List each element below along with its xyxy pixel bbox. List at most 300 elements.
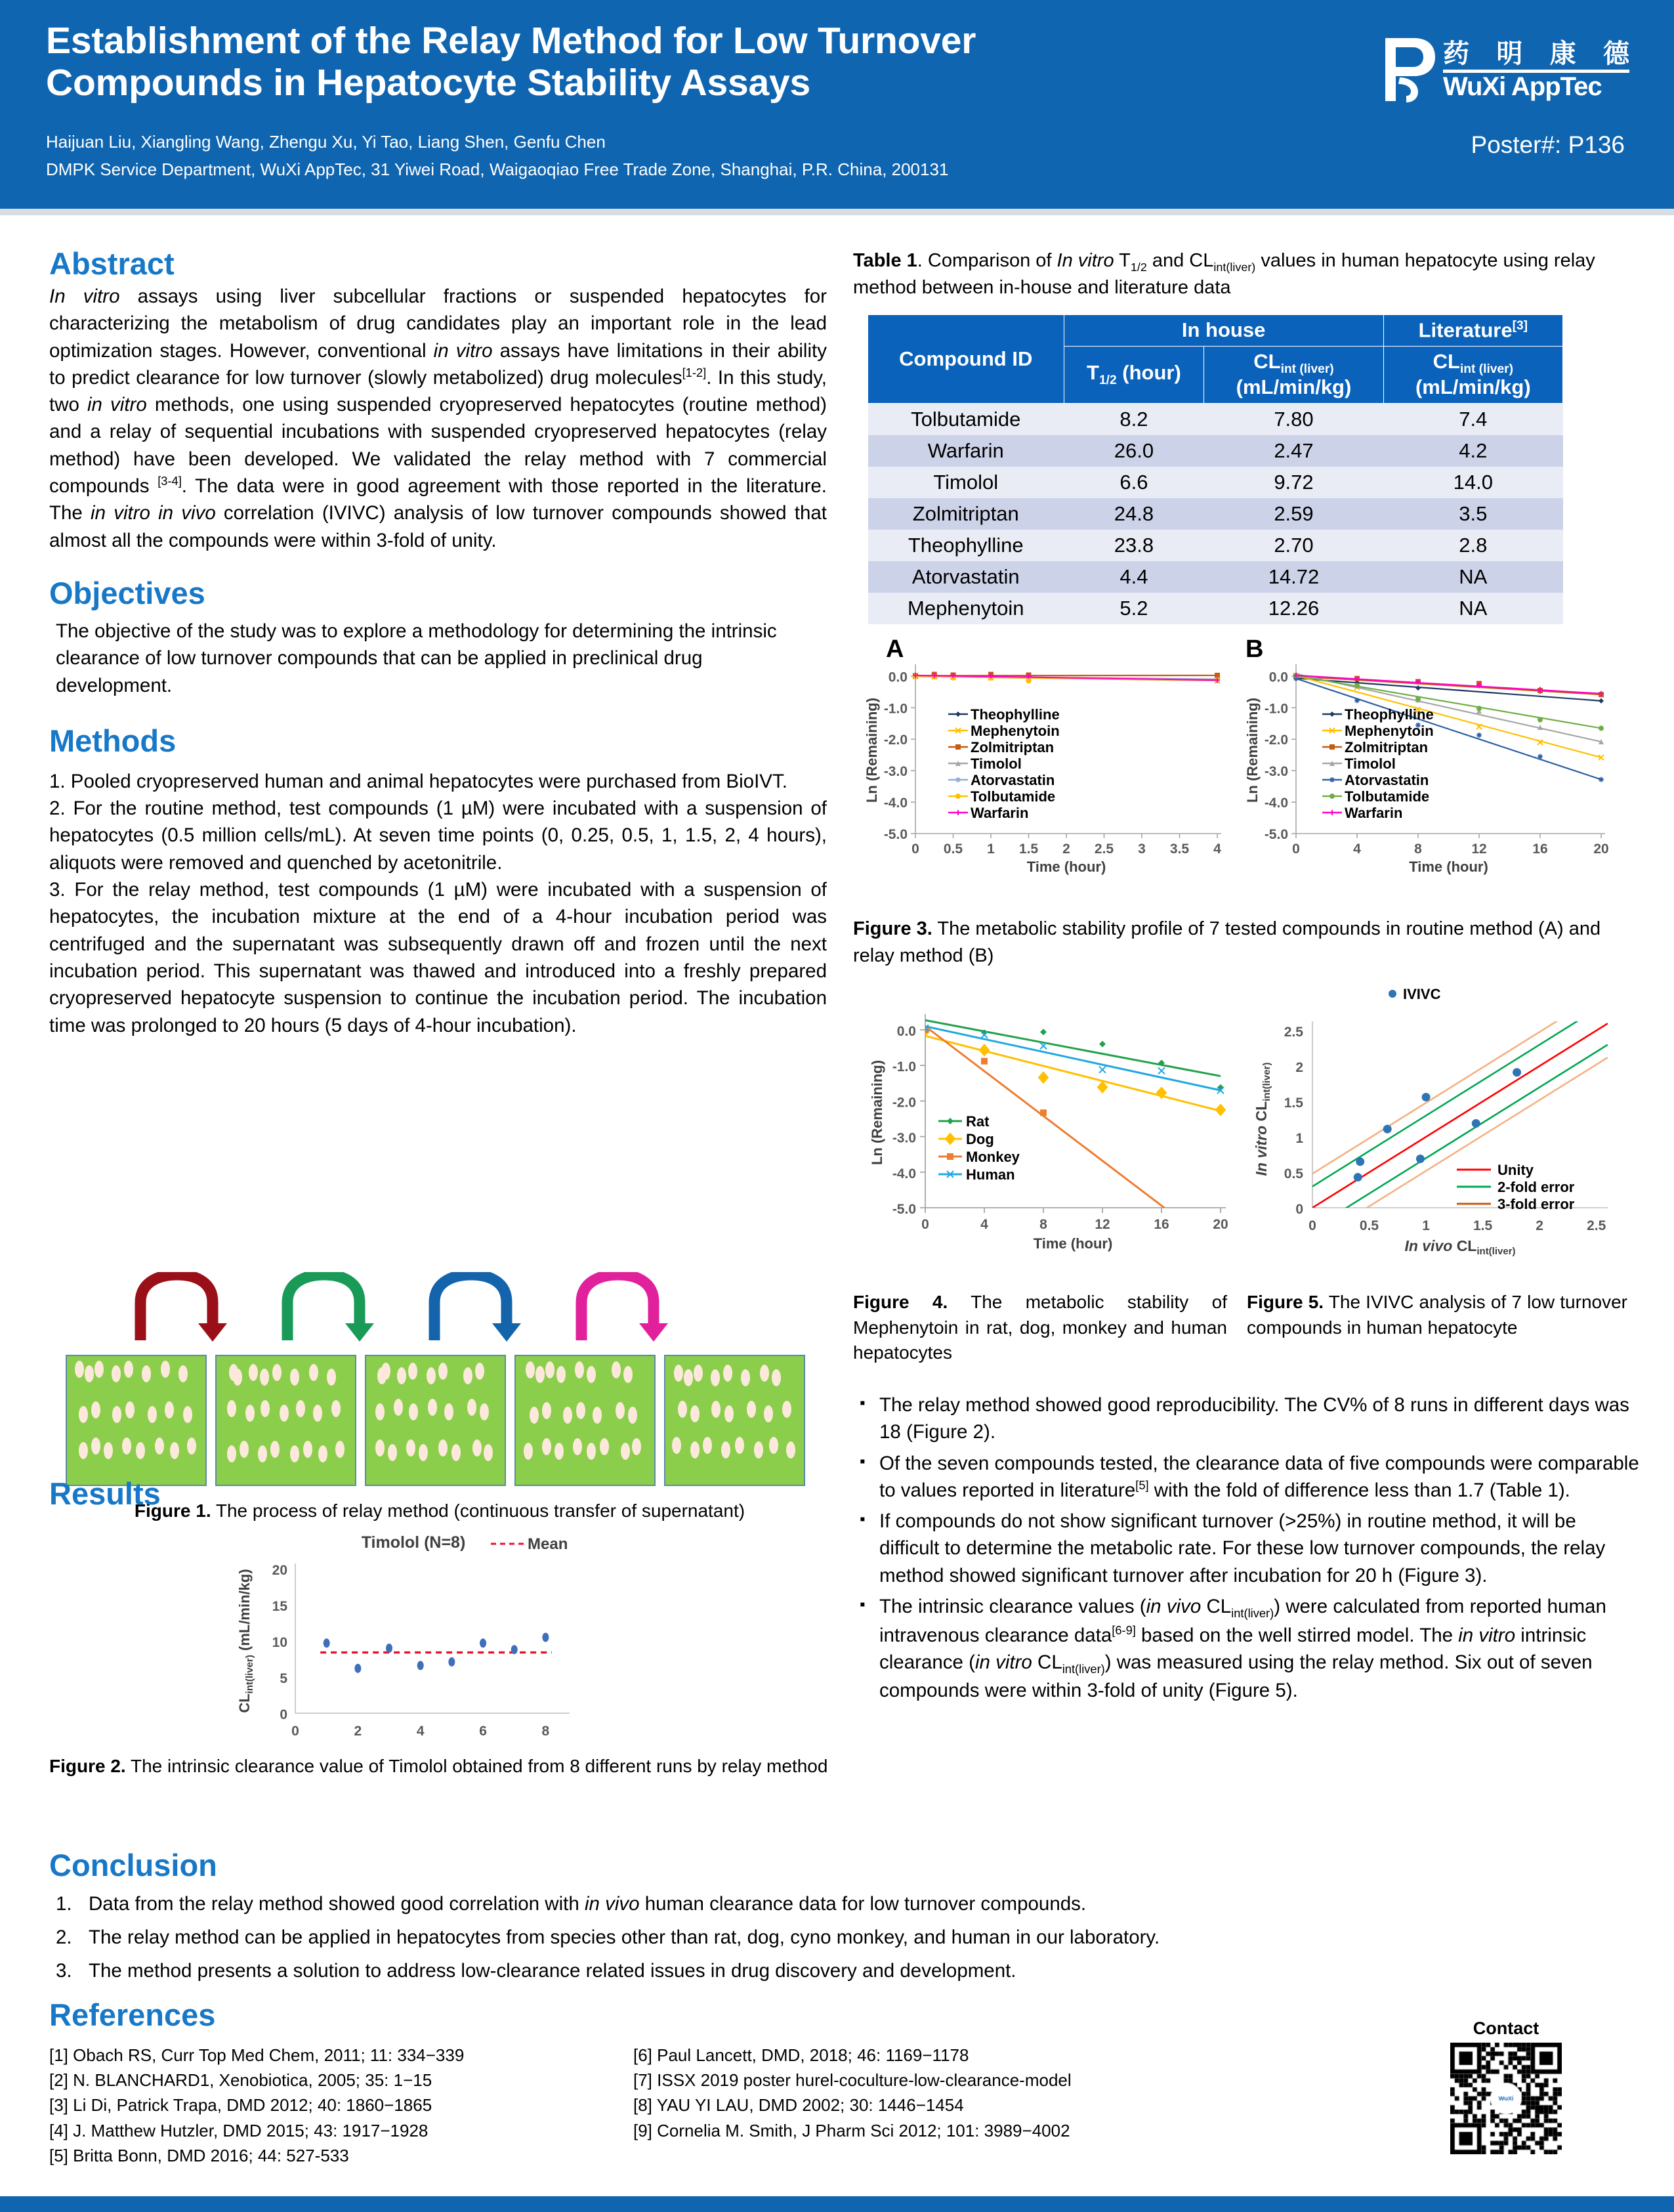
table-cell-compound: Zolmitriptan: [868, 498, 1064, 530]
svg-text:2: 2: [354, 1724, 362, 1739]
hepatocyte-cell: [451, 1444, 461, 1461]
hepatocyte-cell: [178, 1365, 188, 1382]
hepatocyte-cell: [122, 1437, 131, 1455]
hepatocyte-cell: [672, 1437, 681, 1454]
hepatocyte-cell: [309, 1364, 318, 1381]
svg-text:2: 2: [1536, 1218, 1543, 1233]
hepatocyte-cell: [782, 1401, 791, 1418]
svg-text:-3.0: -3.0: [892, 1130, 916, 1146]
svg-text:8: 8: [1039, 1217, 1047, 1232]
svg-text:Human: Human: [966, 1166, 1015, 1183]
hepatocyte-cell: [331, 1400, 341, 1417]
header-shadow: [0, 209, 1674, 215]
hepatocyte-cell: [290, 1445, 299, 1462]
hepatocyte-cell: [690, 1441, 700, 1458]
hepatocyte-cell: [91, 1401, 100, 1418]
table-cell-compound: Tolbutamide: [868, 404, 1064, 436]
transfer-arrow-icon: [126, 1272, 257, 1343]
hepatocyte-cell: [419, 1444, 428, 1461]
hepatocyte-cell: [612, 1361, 621, 1378]
svg-text:Atorvastatin: Atorvastatin: [1345, 772, 1429, 788]
table-row: [868, 561, 1563, 593]
table-cell-t-half: 23.8: [1064, 530, 1204, 561]
figure-2-caption-text: The intrinsic clearance value of Timolol obtained from 8 different runs by relay method: [125, 1756, 828, 1776]
hepatocyte-cell: [318, 1445, 327, 1462]
affiliation: DMPK Service Department, WuXi AppTec, 31 Yiwei Road, Waigaoqiao Free Trade Zone, Shanghai, P.R. China, 200131: [46, 160, 949, 179]
reference-item: [2] N. BLANCHARD1, Xenobiotica, 2005; 35: 1−15: [49, 2070, 432, 2091]
reference-item: [9] Cornelia M. Smith, J Pharm Sci 2012; 101: 3989−4002: [633, 2120, 1070, 2140]
svg-text:Timolol: Timolol: [971, 755, 1022, 772]
figure-3a-svg: [853, 637, 1240, 899]
table-cell-t-half: 24.8: [1064, 498, 1204, 530]
conclusion-list: [56, 1890, 1618, 1991]
result-bullet: [853, 1593, 1641, 1705]
svg-text:2-fold error: 2-fold error: [1497, 1179, 1575, 1195]
hepatocyte-cell: [313, 1405, 322, 1422]
svg-text:-1.0: -1.0: [892, 1059, 916, 1075]
svg-text:3: 3: [1138, 841, 1146, 857]
svg-text:Zolmitriptan: Zolmitriptan: [1345, 739, 1429, 755]
hepatocyte-cell: [375, 1439, 385, 1457]
figure-3b-svg: [1234, 637, 1627, 899]
table-cell-clint-lit: 2.8: [1383, 530, 1562, 561]
hepatocyte-well: [215, 1355, 356, 1486]
table-cell-t-half: 5.2: [1064, 593, 1204, 624]
table-cell-clint-lit: 7.4: [1383, 404, 1562, 436]
svg-text:2: 2: [1295, 1060, 1303, 1075]
hepatocyte-well: [514, 1355, 656, 1486]
svg-text:16: 16: [1154, 1217, 1169, 1232]
hepatocyte-cell: [587, 1443, 596, 1460]
svg-text:2.5: 2.5: [1094, 841, 1114, 857]
hepatocyte-cell: [170, 1442, 179, 1459]
table-1-caption: Table 1. Comparison of In vitro $T_{1/2}$ and $CL_{int(liver)}$ values in human hepatocyte using relay method between in-house and literature data: [853, 250, 1595, 299]
figure-1-wells: [66, 1355, 814, 1486]
table-1-group-inhouse: In house: [1064, 314, 1383, 346]
svg-text:Timolol (N=8): Timolol (N=8): [361, 1533, 466, 1552]
hepatocyte-cell: [467, 1399, 476, 1416]
reference-item: [4] J. Matthew Hutzler, DMD 2015; 43: 1917−1928: [49, 2120, 429, 2140]
hepatocyte-cell: [545, 1361, 555, 1378]
figure-4-svg: [853, 991, 1247, 1260]
svg-text:Time (hour): Time (hour): [1409, 859, 1488, 875]
hepatocyte-cell: [573, 1438, 582, 1455]
hepatocyte-cell: [91, 1437, 100, 1455]
transfer-arrow-icon: [273, 1272, 404, 1343]
hepatocyte-cell: [428, 1399, 437, 1416]
table-row: [868, 593, 1563, 624]
reference-item: [6] Paul Lancett, DMD, 2018; 46: 1169−1178: [633, 2045, 969, 2065]
hepatocyte-cell: [165, 1401, 174, 1418]
table-cell-clint-inhouse: 9.72: [1204, 467, 1383, 498]
hepatocyte-cell: [438, 1363, 448, 1380]
svg-text:20: 20: [272, 1563, 287, 1578]
figure-1: [66, 1272, 814, 1521]
hepatocyte-cell: [240, 1441, 249, 1458]
table-cell-compound: Warfarin: [868, 435, 1064, 467]
hepatocyte-cell: [711, 1401, 721, 1418]
result-bullet: [853, 1392, 1641, 1446]
hepatocyte-well: [664, 1355, 805, 1486]
svg-text:-3.0: -3.0: [883, 764, 908, 780]
hepatocyte-cell: [575, 1361, 584, 1378]
figure-2-caption-label: Figure 2.: [49, 1756, 126, 1776]
figure-5-caption: [1247, 1290, 1627, 1340]
hepatocyte-cell: [694, 1365, 703, 1382]
svg-text:4: 4: [980, 1217, 988, 1232]
hepatocyte-cell: [155, 1437, 164, 1455]
hepatocyte-cell: [723, 1365, 732, 1382]
hepatocyte-cell: [484, 1444, 493, 1461]
conclusion-item-number: 3.: [56, 1959, 72, 1982]
svg-text:12: 12: [1471, 841, 1487, 857]
hepatocyte-cell: [227, 1445, 236, 1462]
methods-heading: Methods: [49, 723, 177, 758]
hepatocyte-cell: [556, 1366, 566, 1383]
svg-text:-2.0: -2.0: [1264, 733, 1288, 748]
figure-3-panel-b: [1234, 637, 1627, 899]
hepatocyte-cell: [409, 1403, 418, 1420]
svg-text:Rat: Rat: [966, 1113, 990, 1130]
hepatocyte-cell: [406, 1439, 415, 1457]
figure-3-panel-b-letter: B: [1245, 635, 1264, 663]
svg-text:1: 1: [1422, 1218, 1430, 1233]
title-line-2: Compounds in Hepatocyte Stability Assays: [46, 62, 810, 104]
hepatocyte-cell: [85, 1365, 94, 1382]
table-cell-clint-lit: 14.0: [1383, 467, 1562, 498]
hepatocyte-cell: [542, 1438, 551, 1455]
svg-text:0.0: 0.0: [896, 1023, 916, 1039]
methods-item-1: 1. Pooled cryopreserved human and animal hepatocytes were purchased from BioIVT.: [49, 770, 787, 792]
table-row: [868, 435, 1563, 467]
hepatocyte-cell: [711, 1369, 720, 1386]
svg-text:3-fold error: 3-fold error: [1497, 1196, 1575, 1212]
hepatocyte-cell: [747, 1401, 756, 1418]
hepatocyte-cell: [233, 1369, 242, 1386]
svg-text:Time (hour): Time (hour): [1026, 859, 1106, 875]
hepatocyte-cell: [764, 1405, 773, 1422]
result-bullet-text: If compounds do not show significant turnover (>25%) in routine method, it will be difficult to determine the metabolic rate. For these low turnover compounds, the relay method showed significant turnover after incubation for 20 h (Figure 3).: [879, 1510, 1606, 1586]
svg-text:0.5: 0.5: [943, 841, 963, 857]
logo-cn-1: 药: [1443, 38, 1469, 69]
table-cell-compound: Atorvastatin: [868, 561, 1064, 593]
hepatocyte-cell: [623, 1366, 633, 1383]
transfer-arrow-icon: [420, 1272, 551, 1343]
hepatocyte-cell: [148, 1406, 157, 1423]
references-column-1: [49, 2043, 640, 2168]
hepatocyte-cell: [690, 1405, 700, 1422]
hepatocyte-cell: [427, 1367, 436, 1384]
svg-text:0.5: 0.5: [1284, 1166, 1303, 1181]
figure-4-caption: [853, 1290, 1227, 1366]
hepatocyte-cell: [335, 1441, 345, 1458]
table-cell-clint-inhouse: 14.72: [1204, 561, 1383, 593]
result-bullet-text: The intrinsic clearance values (in vivo $CL_{int(liver)}$) were calculated from reported human intravenous clearance data[6-9] based on the well stirred model. The in vitro intrinsic clearance (in vitro $CL_{int(liver)}$) was measured using the relay method. Six out of seven compounds were within 3-fold of unity (Figure 5).: [879, 1596, 1606, 1702]
svg-text:1: 1: [987, 841, 995, 857]
svg-text:8: 8: [541, 1724, 550, 1739]
conclusion-heading: Conclusion: [49, 1848, 217, 1882]
svg-text:Zolmitriptan: Zolmitriptan: [971, 739, 1055, 755]
svg-text:4: 4: [1213, 841, 1221, 857]
hepatocyte-cell: [258, 1445, 267, 1462]
hepatocyte-cell: [703, 1437, 712, 1454]
svg-text:5: 5: [280, 1671, 287, 1686]
svg-text:0: 0: [911, 841, 919, 857]
table-1-col-compound-id: Compound ID: [868, 314, 1064, 403]
transfer-arrow-icon: [567, 1272, 698, 1343]
svg-text:Mean: Mean: [528, 1535, 568, 1553]
svg-text:In vivo CLint(liver): In vivo $CL_{int(liver)}$: [1404, 1237, 1516, 1257]
svg-text:10: 10: [272, 1635, 287, 1650]
svg-text:0.0: 0.0: [1268, 670, 1288, 685]
table-cell-t-half: 26.0: [1064, 435, 1204, 467]
logo-wordmark: WuXi AppTec: [1443, 72, 1602, 101]
hepatocyte-cell: [593, 1407, 602, 1424]
hepatocyte-cell: [542, 1402, 551, 1419]
table-cell-clint-lit: NA: [1383, 561, 1562, 593]
conclusion-item-number: 2.: [56, 1926, 72, 1948]
figure-4: [853, 991, 1247, 1260]
objectives-heading: Objectives: [49, 575, 205, 610]
result-bullet: [853, 1450, 1641, 1504]
result-bullet-text: The relay method showed good reproducibility. The CV% of 8 runs in different days was 18 (Figure 2).: [879, 1394, 1629, 1443]
svg-text:Warfarin: Warfarin: [971, 805, 1029, 821]
hepatocyte-cell: [290, 1369, 299, 1386]
hepatocyte-cell: [526, 1361, 535, 1378]
figure-4-caption-text: The metabolic stability of Mephenytoin in rat, dog, monkey and human hepatocytes: [853, 1292, 1227, 1363]
figure-3: [853, 637, 1641, 899]
table-cell-clint-inhouse: 7.80: [1204, 404, 1383, 436]
svg-text:Ln (Remaining): Ln (Remaining): [869, 1059, 885, 1166]
hepatocyte-cell: [616, 1402, 625, 1419]
bullet-square-icon: ▪: [860, 1596, 866, 1614]
conclusion-item: [56, 1924, 1618, 1951]
table-1-header-row-1: [868, 314, 1563, 346]
svg-text:0: 0: [291, 1724, 299, 1739]
hepatocyte-cell: [303, 1441, 312, 1458]
table-1-col-clint-inhouse: $CL_{int (liver)}$ (mL/min/kg): [1204, 346, 1383, 403]
hepatocyte-cell: [563, 1407, 572, 1424]
footer-bar: [0, 2196, 1674, 2212]
hepatocyte-cell: [394, 1399, 403, 1416]
hepatocyte-cell: [408, 1363, 417, 1380]
svg-text:20: 20: [1593, 841, 1609, 857]
table-cell-t-half: 8.2: [1064, 404, 1204, 436]
svg-text:8: 8: [1414, 841, 1422, 857]
table-cell-clint-lit: NA: [1383, 593, 1562, 624]
svg-text:Ln (Remaining): Ln (Remaining): [1244, 697, 1261, 803]
hepatocyte-cell: [463, 1367, 472, 1384]
left-column: [49, 248, 827, 1039]
svg-text:6: 6: [479, 1724, 487, 1739]
result-bullet-list: [853, 1392, 1641, 1709]
hepatocyte-cell: [555, 1443, 564, 1460]
svg-text:1.5: 1.5: [1473, 1218, 1493, 1233]
hepatocyte-cell: [112, 1406, 121, 1423]
objectives-text: The objective of the study was to explore a methodology for determining the intrinsic clearance of low turnover compounds that can be applied in preclinical drug development.: [56, 620, 777, 696]
conclusion-item-number: 1.: [56, 1893, 72, 1915]
svg-text:Tolbutamide: Tolbutamide: [1345, 788, 1430, 805]
hepatocyte-cell: [270, 1441, 280, 1458]
table-1-group-literature: Literature[3]: [1383, 314, 1562, 346]
reference-item: [8] YAU YI LAU, DMD 2002; 30: 1446−1454: [633, 2095, 964, 2116]
references-heading: References: [49, 1997, 216, 2032]
hepatocyte-cell: [741, 1369, 750, 1386]
hepatocyte-cell: [375, 1403, 385, 1420]
hepatocyte-cell: [94, 1361, 104, 1378]
svg-text:-3.0: -3.0: [1264, 764, 1288, 780]
conclusion-item-text: The method presents a solution to address low-clearance related issues in drug discovery and development.: [89, 1959, 1016, 1982]
hepatocyte-cell: [724, 1405, 734, 1422]
table-1: [868, 314, 1563, 624]
hepatocyte-cell: [260, 1369, 269, 1386]
table-row: [868, 467, 1563, 498]
svg-text:Monkey: Monkey: [966, 1149, 1020, 1165]
table-1-col-thalf: $T_{1/2}$ (hour): [1064, 346, 1204, 403]
svg-text:0: 0: [1292, 841, 1300, 857]
conclusion-item: [56, 1890, 1618, 1918]
logo-cn-2: 明: [1496, 38, 1523, 69]
conclusion-item-text: The relay method can be applied in hepatocytes from species other than rat, dog, cyno monkey, and human in our laboratory.: [89, 1926, 1160, 1948]
svg-text:-4.0: -4.0: [1264, 796, 1288, 811]
hepatocyte-cell: [104, 1442, 113, 1459]
hepatocyte-cell: [438, 1439, 448, 1457]
hepatocyte-cell: [227, 1400, 236, 1417]
bullet-square-icon: ▪: [860, 1452, 866, 1470]
hepatocyte-cell: [632, 1438, 641, 1455]
abstract-text: In vitro assays using liver subcellular fractions or suspended hepatocytes for characterizing the metabolism of drug candidates play an important role in the lead optimization stages. However, conventional in vitro assays have limitations in their ability to predict clearance for low turnover (slowly metabolized) drug molecules[1-2]. In this study, two in vitro methods, one using suspended cryopreserved hepatocytes (routine method) and a relay of sequential incubations with suspended cryopreserved hepatocytes (relay method) have been developed. We validated the relay method with 7 commercial compounds [3-4]. The data were in good agreement with those reported in the literature. The in vitro in vivo correlation (IVIVC) analysis of low turnover compounds showed that almost all the compounds were within 3-fold of unity.: [49, 286, 827, 551]
svg-text:15: 15: [272, 1599, 287, 1614]
hepatocyte-cell: [754, 1441, 763, 1458]
hepatocyte-cell: [760, 1365, 769, 1382]
methods-item-3: 3. For the relay method, test compounds (1 µM) were incubated with a suspension of hepatocytes, the incubation mixture at the end of a 4-hour incubation period was centrifuged and the supernatant was subsequently drawn off and frozen until the next incubation period. This supernatant was thawed and introduced into a freshly prepared cryopreserved hepatocyte suspension to continue the incubation period. The incubation time was prolonged to 20 hours (5 days of 4-hour incubation).: [49, 879, 827, 1036]
figure-1-transfer-arrows: [126, 1272, 789, 1343]
results-heading: Results: [49, 1476, 161, 1511]
hepatocyte-cell: [142, 1365, 151, 1382]
hepatocyte-cell: [444, 1403, 453, 1420]
reference-item: [1] Obach RS, Curr Top Med Chem, 2011; 11: 334−339: [49, 2045, 465, 2065]
svg-text:-5.0: -5.0: [883, 827, 908, 842]
table-cell-compound: Theophylline: [868, 530, 1064, 561]
svg-text:2.5: 2.5: [1284, 1025, 1303, 1040]
hepatocyte-cell: [327, 1369, 336, 1386]
figure-5-caption-text: The IVIVC analysis of 7 low turnover compounds in human hepatocyte: [1247, 1292, 1627, 1338]
hepatocyte-cell: [125, 1401, 135, 1418]
table-cell-t-half: 6.6: [1064, 467, 1204, 498]
reference-item: [3] Li Di, Patrick Trapa, DMD 2012; 40: 1860−1865: [49, 2095, 432, 2116]
svg-text:-4.0: -4.0: [883, 796, 908, 811]
table-cell-t-half: 4.4: [1064, 561, 1204, 593]
hepatocyte-cell: [75, 1361, 84, 1378]
hepatocyte-cell: [480, 1403, 489, 1420]
svg-text:-1.0: -1.0: [1264, 701, 1288, 717]
hepatocyte-cell: [678, 1401, 687, 1418]
figure-4-caption-label: Figure 4.: [853, 1292, 948, 1312]
contact-block: [1368, 2018, 1644, 2154]
page-title: [46, 20, 1227, 104]
svg-text:Timolol: Timolol: [1345, 755, 1396, 772]
hepatocyte-cell: [524, 1443, 533, 1460]
hepatocyte-cell: [112, 1365, 121, 1382]
hepatocyte-well: [66, 1355, 207, 1486]
hepatocyte-cell: [721, 1441, 730, 1458]
svg-text:Dog: Dog: [966, 1131, 994, 1147]
hepatocyte-cell: [684, 1369, 693, 1386]
svg-text:Mephenytoin: Mephenytoin: [1345, 723, 1434, 739]
table-1-col-clint-literature: $CL_{int (liver)}$ (mL/min/kg): [1383, 346, 1562, 403]
hepatocyte-cell: [769, 1437, 778, 1454]
svg-text:2: 2: [1062, 841, 1070, 857]
wuxi-apptec-logo: [1380, 32, 1629, 110]
hepatocyte-cell: [735, 1437, 744, 1454]
hepatocyte-cell: [79, 1442, 88, 1459]
figure-3-caption-text: The metabolic stability profile of 7 tested compounds in routine method (A) and relay method (B): [853, 918, 1601, 966]
hepatocyte-cell: [296, 1400, 305, 1417]
table-row: [868, 530, 1563, 561]
svg-text:Theophylline: Theophylline: [971, 706, 1060, 723]
title-line-1: Establishment of the Relay Method for Low Turnover: [46, 20, 976, 62]
svg-text:-5.0: -5.0: [1264, 827, 1288, 842]
figure-5: [1240, 978, 1647, 1260]
svg-text:Ln (Remaining): Ln (Remaining): [864, 697, 880, 803]
hepatocyte-cell: [183, 1406, 192, 1423]
svg-text:3.5: 3.5: [1169, 841, 1190, 857]
svg-text:-1.0: -1.0: [883, 701, 908, 717]
svg-text:-2.0: -2.0: [892, 1095, 916, 1111]
svg-text:Atorvastatin: Atorvastatin: [971, 772, 1055, 788]
contact-label: Contact: [1473, 2018, 1539, 2038]
svg-text:Warfarin: Warfarin: [1345, 805, 1403, 821]
abstract-heading: Abstract: [49, 246, 175, 281]
hepatocyte-cell: [786, 1441, 795, 1458]
svg-text:Unity: Unity: [1497, 1162, 1534, 1178]
table-row: [868, 404, 1563, 436]
figure-2-chart: [197, 1516, 696, 1746]
svg-text:20: 20: [1213, 1217, 1228, 1232]
hepatocyte-cell: [124, 1361, 133, 1378]
figure-1-caption-label: Figure 1.: [134, 1500, 211, 1521]
hepatocyte-cell: [280, 1405, 289, 1422]
hepatocyte-cell: [249, 1364, 258, 1381]
hepatocyte-cell: [535, 1366, 545, 1383]
hepatocyte-cell: [628, 1407, 637, 1424]
hepatocyte-cell: [397, 1367, 406, 1384]
hepatocyte-cell: [161, 1361, 170, 1378]
logo-cn-4: 德: [1602, 38, 1629, 69]
table-cell-compound: Mephenytoin: [868, 593, 1064, 624]
methods-item-2: 2. For the routine method, test compounds (1 µM) were incubated with a suspension of hepatocytes (0.5 million cells/mL). At seven time points (0, 0.25, 0.5, 1, 1.5, 2, 4 hours), aliquots were removed and quenched by acetonitrile.: [49, 798, 827, 874]
hepatocyte-cell: [674, 1365, 683, 1382]
svg-text:0: 0: [280, 1707, 287, 1722]
author-list: Haijuan Liu, Xiangling Wang, Zhengu Xu, Yi Tao, Liang Shen, Genfu Chen: [46, 132, 606, 152]
svg-text:1: 1: [1295, 1131, 1303, 1146]
wuxi-logo-mark-icon: [1380, 35, 1438, 104]
svg-text:-5.0: -5.0: [892, 1202, 916, 1217]
table-cell-clint-lit: 4.2: [1383, 435, 1562, 467]
hepatocyte-cell: [530, 1407, 539, 1424]
conclusion-item-text: Data from the relay method showed good correlation with in vivo human clearance data for low turnover compounds.: [89, 1893, 1087, 1915]
svg-text:-4.0: -4.0: [892, 1166, 916, 1181]
table-row: [868, 498, 1563, 530]
hepatocyte-cell: [587, 1366, 596, 1383]
svg-text:Tolbutamide: Tolbutamide: [971, 788, 1056, 805]
hepatocyte-cell: [136, 1442, 145, 1459]
svg-text:0.0: 0.0: [888, 670, 908, 685]
logo-cn-3: 康: [1549, 38, 1576, 69]
table-cell-clint-inhouse: 2.70: [1204, 530, 1383, 561]
qr-code[interactable]: [1450, 2043, 1562, 2154]
bullet-square-icon: ▪: [860, 1394, 866, 1412]
